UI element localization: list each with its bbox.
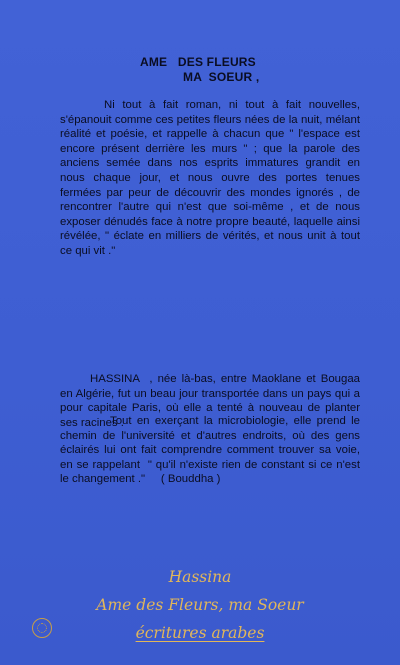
heading-line-1: AME DES FLEURS (140, 55, 256, 69)
book-title: Ame des Fleurs, ma Soeur (96, 596, 304, 614)
author-bio-paragraph-1: HASSINA , née là-bas, entre Maoklane et Bougaa en Algérie, fut un beau jour transportée dans un pays qui a pour capitale Paris, où elle a tenté à nouveau de planter ses racines . (60, 373, 367, 429)
publisher-name: écritures arabes (135, 624, 265, 642)
publisher-emblem-icon (32, 618, 52, 638)
author-bio-paragraph-2: Tout en exerçant la microbiologie, elle prend le chemin de l'université et d'autres endroits, où des gens éclairés lui ont fait comprendre comment trouver sa voie, en se rappelant " qu'il n'existe rien de constant si ce n'est le changement ." ( Bouddha ) (60, 415, 367, 486)
cover-heading (140, 55, 259, 85)
synopsis-paragraph: Ni tout à fait roman, ni tout à fait nouvelles, s'épanouit comme ces petites fleurs nées de la nuit, mélant réalité et poésie, et rappelle à chacun que " l'espace est encore présent derrière les murs " ; que la parole des anciens semée dans nos esprits immatures grandit en nous chaque jour, et nous ouvre des portes tenues fermées par peur de découvrir des mondes ignorés , de rencontrer l'autre qui n'est que soi-même , et de nous exposer dénudés face à notre propre beauté, laquelle ainsi révélée, " éclate en milliers de vérités, et nous unit à tout ce qui vit ." (60, 99, 360, 257)
author-name: Hassina (168, 568, 232, 586)
heading-line-2: MA SOEUR , (183, 70, 260, 84)
